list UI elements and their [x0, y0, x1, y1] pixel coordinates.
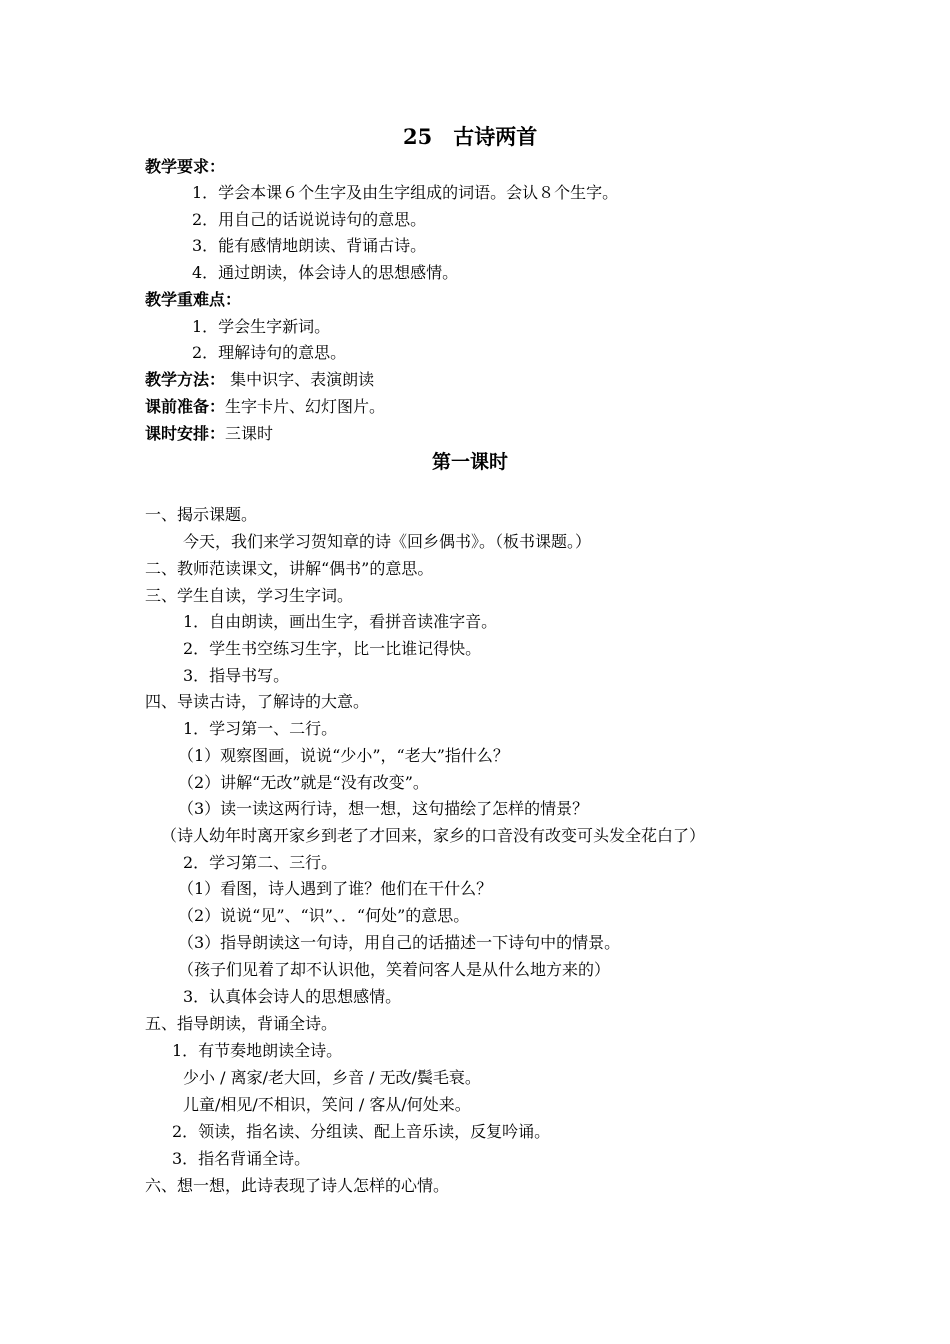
schedule-value: 三课时: [225, 424, 274, 443]
body-line: （2）讲解“无改”就是“没有改变”。: [178, 773, 429, 792]
requirement-item: 2．用自己的话说说诗句的意思。: [192, 210, 427, 229]
body-line: 少小 / 离家/老大回，乡音 / 无改/鬓毛衰。: [183, 1068, 481, 1087]
body-line: 三、学生自读，学习生字词。: [145, 586, 354, 605]
key-points-label: 教学重难点：: [145, 290, 242, 309]
body-line: 儿童/相见/不相识，笑问 / 客从/何处来。: [183, 1095, 471, 1114]
body-line: 五、指导朗读，背诵全诗。: [145, 1014, 338, 1033]
requirement-item: 4．通过朗读，体会诗人的思想感情。: [192, 263, 459, 282]
body-line: （2）说说“见”、“识”、．“何处”的意思。: [178, 906, 470, 925]
body-line: 2．学习第二、三行。: [183, 853, 338, 872]
body-line: 3．认真体会诗人的思想感情。: [183, 987, 402, 1006]
body-line: 今天，我们来学习贺知章的诗《回乡偶书》。（板书课题。）: [183, 532, 592, 551]
body-line: 3．指导书写。: [183, 666, 290, 685]
requirement-item: 1．学会本课６个生字及由生字组成的词语。会认８个生字。: [192, 183, 619, 202]
document-title: 25 古诗两首: [403, 124, 538, 149]
schedule-row: [145, 424, 273, 444]
body-line: （诗人幼年时离开家乡到老了才回来，家乡的口音没有改变可头发全花白了）: [161, 826, 706, 845]
key-point-item: 2．理解诗句的意思。: [192, 343, 347, 362]
method-value: 集中识字、表演朗读: [225, 370, 375, 389]
body-line: （3）指导朗读这一句诗，用自己的话描述一下诗句中的情景。: [178, 933, 621, 952]
body-line: 3．指名背诵全诗。: [172, 1149, 311, 1168]
body-line: （孩子们见着了却不认识他，笑着问客人是从什么地方来的）: [178, 960, 611, 979]
requirement-item: 3．能有感情地朗读、背诵古诗。: [192, 236, 427, 255]
preparation-label: 课前准备：: [145, 397, 226, 416]
body-line: 2．领读，指名读、分组读、配上音乐读，反复吟诵。: [172, 1122, 551, 1141]
body-line: 六、想一想，此诗表现了诗人怎样的心情。: [145, 1176, 450, 1195]
body-line: 1．自由朗读，画出生字，看拼音读准字音。: [183, 612, 498, 631]
method-row: [145, 370, 374, 390]
body-line: 1．学习第一、二行。: [183, 719, 338, 738]
section-title: 第一课时: [432, 451, 509, 473]
body-line: 一、揭示课题。: [145, 505, 258, 524]
body-line: 四、导读古诗，了解诗的大意。: [145, 692, 370, 711]
schedule-label: 课时安排：: [145, 424, 226, 443]
body-line: 1．有节奏地朗读全诗。: [172, 1041, 343, 1060]
key-point-item: 1．学会生字新词。: [192, 317, 331, 336]
body-line: 2．学生书空练习生字，比一比谁记得快。: [183, 639, 482, 658]
preparation-row: [145, 397, 385, 417]
body-line: 二、教师范读课文，讲解“偶书”的意思。: [145, 559, 434, 578]
body-line: （1）看图，诗人遇到了谁？他们在干什么？: [178, 879, 493, 898]
preparation-value: 生字卡片、幻灯图片。: [225, 397, 386, 416]
teaching-requirements-label: 教学要求：: [145, 157, 226, 176]
body-line: （1）观察图画，说说“少小”，“老大”指什么？: [178, 746, 509, 765]
method-label: 教学方法：: [145, 370, 226, 389]
body-line: （3）读一读这两行诗，想一想，这句描绘了怎样的情景？: [178, 799, 589, 818]
